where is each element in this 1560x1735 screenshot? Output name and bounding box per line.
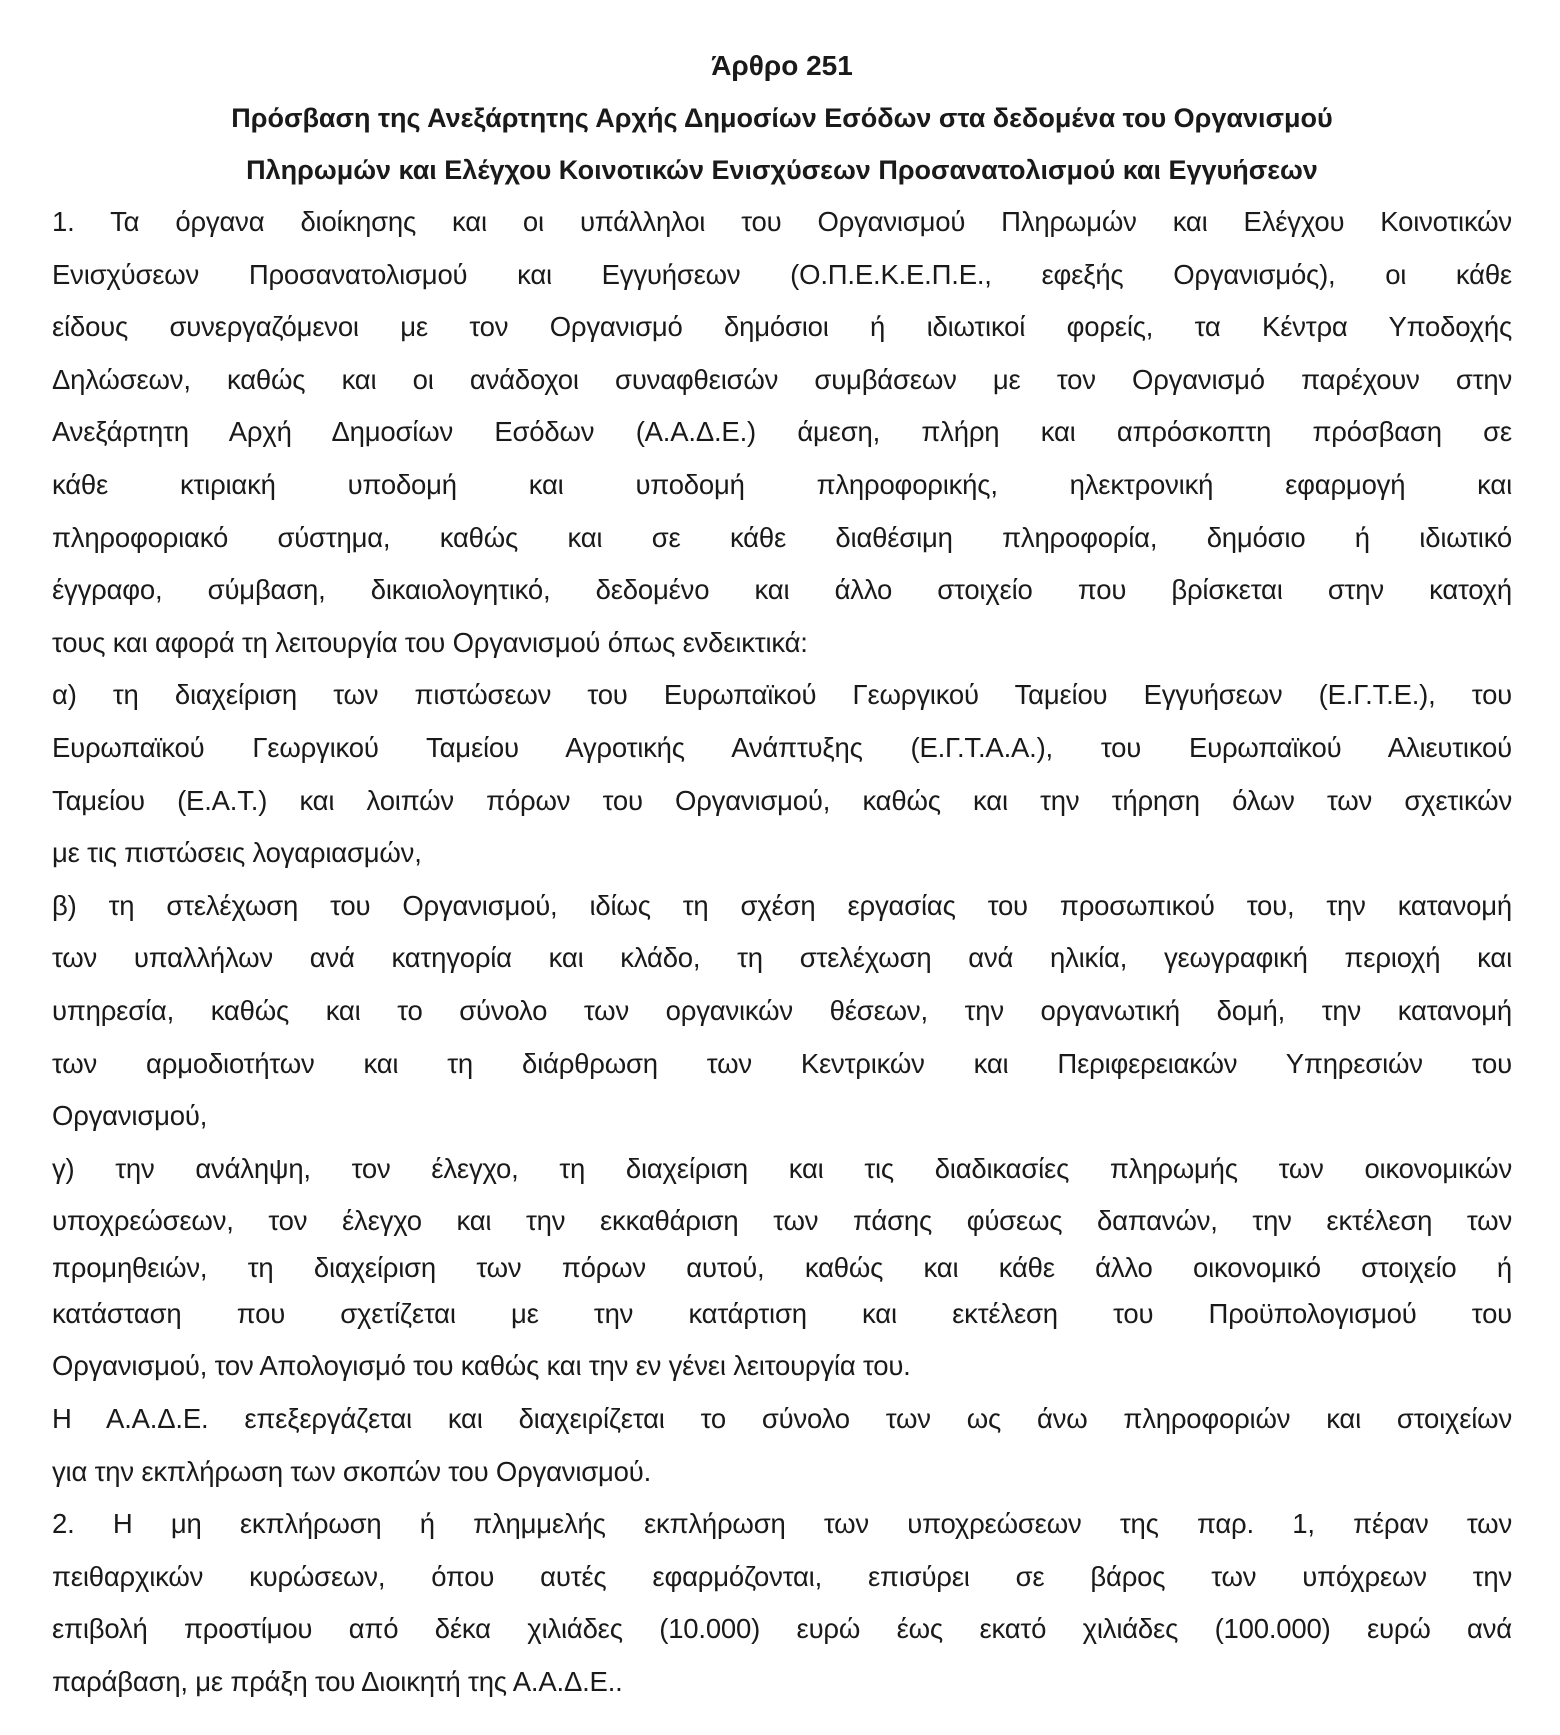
body-text-line: β) τη στελέχωση του Οργανισμού, ιδίως τη σχέση εργασίας του προσωπικού του, την κατανομή bbox=[52, 889, 1512, 921]
body-text-line: των αρμοδιοτήτων και τη διάρθρωση των Κεντρικών και Περιφερειακών Υπηρεσιών του bbox=[52, 1047, 1512, 1079]
body-text-line: πειθαρχικών κυρώσεων, όπου αυτές εφαρμόζονται, επισύρει σε βάρος των υπόχρεων την bbox=[52, 1560, 1512, 1592]
body-text-line: Οργανισμού, bbox=[52, 1100, 208, 1132]
body-text-line: πληροφοριακό σύστημα, καθώς και σε κάθε διαθέσιμη πληροφορία, δημόσιο ή ιδιωτικό bbox=[52, 521, 1512, 553]
body-text-line: κατάσταση που σχετίζεται με την κατάρτιση και εκτέλεση του Προϋπολογισμού του bbox=[52, 1297, 1512, 1329]
body-text-line: υπηρεσία, καθώς και το σύνολο των οργανικών θέσεων, την οργανωτική δομή, την κατανομή bbox=[52, 994, 1512, 1026]
body-text-line: α) τη διαχείριση των πιστώσεων του Ευρωπαϊκού Γεωργικού Ταμείου Εγγυήσεων (Ε.Γ.Τ.Ε.), του bbox=[52, 679, 1512, 711]
body-text-line: 1. Τα όργανα διοίκησης και οι υπάλληλοι του Οργανισμού Πληρωμών και Ελέγχου Κοινοτικών bbox=[52, 206, 1512, 237]
body-text-line: 2. Η μη εκπλήρωση ή πλημμελής εκπλήρωση των υποχρεώσεων της παρ. 1, πέραν των bbox=[52, 1508, 1512, 1540]
body-text-line: τους και αφορά τη λειτουργία του Οργανισμού όπως ενδεικτικά: bbox=[52, 626, 808, 658]
body-text-line: Ανεξάρτητη Αρχή Δημοσίων Εσόδων (Α.Α.Δ.Ε.) άμεση, πλήρη και απρόσκοπτη πρόσβαση σε bbox=[52, 416, 1512, 448]
document-page bbox=[52, 40, 1512, 1709]
body-text-line: Ενισχύσεων Προσανατολισμού και Εγγυήσεων (Ο.Π.Ε.Κ.Ε.Π.Ε., εφεξής Οργανισμός), οι κάθε bbox=[52, 258, 1512, 290]
body-text-line: επιβολή προστίμου από δέκα χιλιάδες (10.000) ευρώ έως εκατό χιλιάδες (100.000) ευρώ ανά bbox=[52, 1613, 1512, 1645]
body-text-line: παράβαση, με πράξη του Διοικητή της Α.Α.Δ.Ε.. bbox=[52, 1666, 623, 1698]
body-text-line: Δηλώσεων, καθώς και οι ανάδοχοι συναφθεισών συμβάσεων με τον Οργανισμό παρέχουν στην bbox=[52, 363, 1512, 395]
body-text-line: Ταμείου (Ε.Α.Τ.) και λοιπών πόρων του Οργανισμού, καθώς και την τήρηση όλων των σχετικών bbox=[52, 784, 1512, 816]
body-text-line: έγγραφο, σύμβαση, δικαιολογητικό, δεδομένο και άλλο στοιχείο που βρίσκεται στην κατοχή bbox=[52, 574, 1512, 606]
body-text-line: για την εκπλήρωση των σκοπών του Οργανισμού. bbox=[52, 1455, 652, 1487]
body-text-line: των υπαλλήλων ανά κατηγορία και κλάδο, τη στελέχωση ανά ηλικία, γεωγραφική περιοχή και bbox=[52, 942, 1512, 974]
body-text-line: Οργανισμού, τον Απολογισμό του καθώς και την εν γένει λειτουργία του. bbox=[52, 1350, 911, 1382]
body-text-line: Ευρωπαϊκού Γεωργικού Ταμείου Αγροτικής Ανάπτυξης (Ε.Γ.Τ.Α.Α.), του Ευρωπαϊκού Αλιευτικού bbox=[52, 731, 1512, 763]
body-text-line: γ) την ανάληψη, τον έλεγχο, τη διαχείριση και τις διαδικασίες πληρωμής των οικονομικών bbox=[52, 1152, 1512, 1184]
article-number: Άρθρο 251 bbox=[711, 50, 853, 81]
article-body bbox=[52, 196, 1512, 1709]
body-text-line: με τις πιστώσεις λογαριασμών, bbox=[52, 837, 422, 869]
body-text-line: είδους συνεργαζόμενοι με τον Οργανισμό δημόσιοι ή ιδιωτικοί φορείς, τα Κέντρα Υποδοχής bbox=[52, 311, 1512, 343]
body-text-line: προμηθειών, τη διαχείριση των πόρων αυτού, καθώς και κάθε άλλο οικονομικό στοιχείο ή bbox=[52, 1251, 1512, 1283]
body-text-line: κάθε κτιριακή υποδομή και υποδομή πληροφορικής, ηλεκτρονική εφαρμογή και bbox=[52, 468, 1512, 500]
article-title-line-2: Πληρωμών και Ελέγχου Κοινοτικών Ενισχύσεων Προσανατολισμού και Εγγυήσεων bbox=[246, 155, 1318, 185]
body-text-line: υποχρεώσεων, τον έλεγχο και την εκκαθάριση των πάσης φύσεως δαπανών, την εκτέλεση των bbox=[52, 1205, 1512, 1237]
article-title-line-1: Πρόσβαση της Ανεξάρτητης Αρχής Δημοσίων Εσόδων στα δεδομένα του Οργανισμού bbox=[231, 103, 1333, 133]
body-text-line: Η Α.Α.Δ.Ε. επεξεργάζεται και διαχειρίζεται το σύνολο των ως άνω πληροφοριών και στοιχείων bbox=[52, 1403, 1512, 1435]
